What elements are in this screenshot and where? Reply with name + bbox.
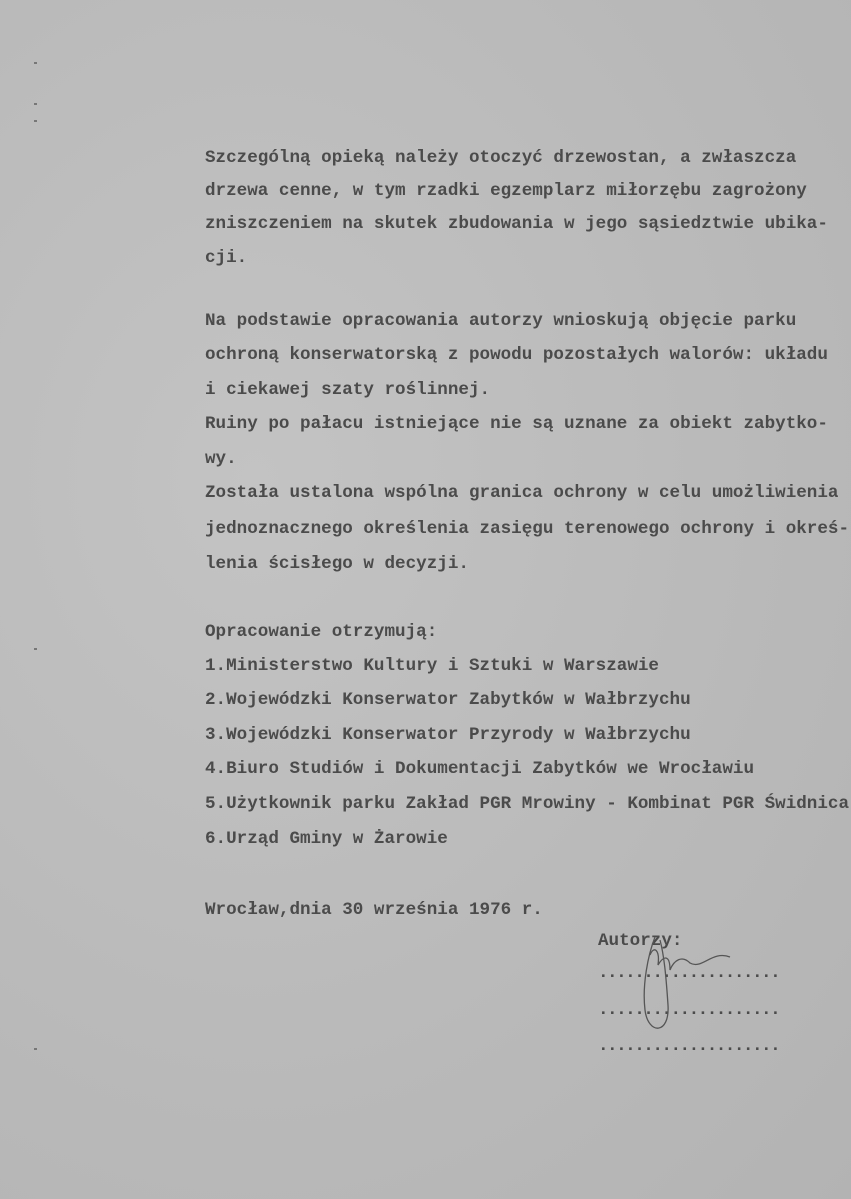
text-line: Została ustalona wspólna granica ochrony w celu umożliwienia xyxy=(205,483,839,503)
signature-line: .................... xyxy=(598,963,780,983)
recipient-item: 5.Użytkownik parku Zakład PGR Mrowiny - Kombinat PGR Świdnica xyxy=(205,794,850,814)
recipient-item: 3.Wojewódzki Konserwator Przyrody w Wałbrzychu xyxy=(205,725,691,745)
signature-line: .................... xyxy=(598,1000,780,1020)
text-line: jednoznacznego określenia zasięgu terenowego ochrony i okreś- xyxy=(205,519,850,539)
recipient-item: 6.Urząd Gminy w Żarowie xyxy=(205,829,448,849)
recipient-item: 2.Wojewódzki Konserwator Zabytków w Wałbrzychu xyxy=(205,690,691,710)
text-line: zniszczeniem na skutek zbudowania w jego sąsiedztwie ubika- xyxy=(205,214,828,234)
margin-mark xyxy=(34,120,37,122)
margin-mark xyxy=(34,648,37,650)
recipients-heading: Opracowanie otrzymują: xyxy=(205,622,438,642)
text-line: drzewa cenne, w tym rzadki egzemplarz miłorzębu zagrożony xyxy=(205,181,807,201)
recipient-item: 4.Biuro Studiów i Dokumentacji Zabytków we Wrocławiu xyxy=(205,759,755,779)
margin-mark xyxy=(34,1048,37,1050)
text-line: ochroną konserwatorską z powodu pozostałych walorów: układu xyxy=(205,345,828,365)
text-line: Na podstawie opracowania autorzy wnioskują objęcie parku xyxy=(205,311,797,331)
handwritten-signature xyxy=(630,925,750,1040)
signature-line: .................... xyxy=(598,1036,780,1056)
recipient-item: 1.Ministerstwo Kultury i Sztuki w Warszawie xyxy=(205,656,659,676)
text-line: Szczególną opieką należy otoczyć drzewostan, a zwłaszcza xyxy=(205,148,797,168)
signature-label: Autorzy: xyxy=(598,931,683,951)
text-line: Ruiny po pałacu istniejące nie są uznane za obiekt zabytko- xyxy=(205,414,828,434)
date-line: Wrocław,dnia 30 września 1976 r. xyxy=(205,900,543,920)
text-line: cji. xyxy=(205,248,248,268)
text-line: i ciekawej szaty roślinnej. xyxy=(205,380,491,400)
margin-mark xyxy=(34,103,37,105)
text-line: lenia ścisłego w decyzji. xyxy=(205,554,469,574)
text-line: wy. xyxy=(205,449,237,469)
margin-mark xyxy=(34,62,37,64)
